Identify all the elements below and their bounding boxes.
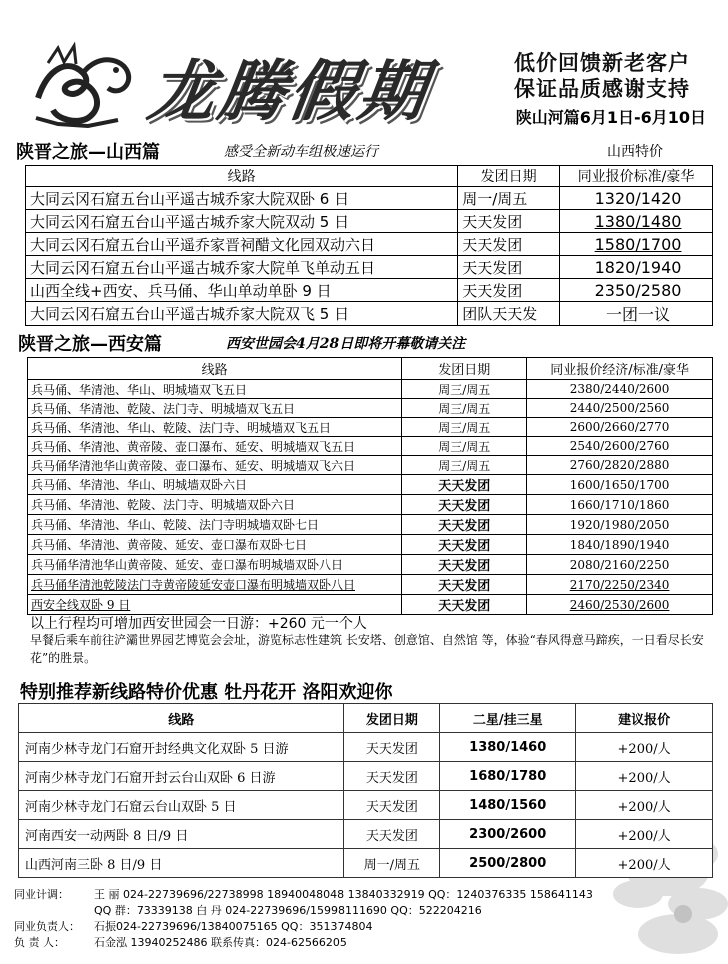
price-cell: 2500/2800 <box>440 849 576 878</box>
section1-title: 陕晋之旅—山西篇 <box>16 142 160 163</box>
suggested-cell: +200/人 <box>576 733 713 762</box>
table-row <box>28 475 713 495</box>
col-route: 线路 <box>19 704 344 733</box>
expo-addon: 以上行程均可增加西安世园会一日游：+260 元一个人 <box>30 616 367 632</box>
header <box>0 0 728 135</box>
slogan-line-2: 保证品质感谢支持 <box>514 77 690 101</box>
slogan-line-1: 低价回馈新老客户 <box>514 51 690 75</box>
date-cell: 天天发团 <box>458 233 560 256</box>
route-cell: 河南少林寺龙门石窟开封云台山双卧 6 日游 <box>19 762 344 791</box>
date-cell: 周一/周五 <box>458 187 560 210</box>
henan-table <box>18 703 713 878</box>
price-cell: 2080/2160/2250 <box>527 555 713 575</box>
contact-text: QQ 群：73339138 白 丹 024-22739696/15998111690 QQ：522204216 <box>94 904 482 917</box>
route-cell: 大同云冈石窟五台山平遥古城乔家大院双飞 5 日 <box>26 302 458 326</box>
route-cell: 兵马俑华清池华山黄帝陵、延安、壶口瀑布明城墙双卧八日 <box>28 555 402 575</box>
date-cell: 天天发团 <box>402 555 527 575</box>
col-route: 线路 <box>28 358 402 380</box>
table-row <box>28 380 713 399</box>
price-cell: 1380/1480 <box>560 210 713 233</box>
route-cell: 大同云冈石窟五台山平遥古城乔家大院单飞单动五日 <box>26 256 458 279</box>
table-row <box>28 515 713 535</box>
route-cell: 河南西安一动两卧 8 日/9 日 <box>19 820 344 849</box>
price-cell: 1480/1560 <box>440 791 576 820</box>
shanxi-table <box>25 165 713 326</box>
table-row <box>19 791 713 820</box>
col-date: 发团日期 <box>344 704 440 733</box>
suggested-cell: +200/人 <box>576 791 713 820</box>
route-cell: 兵马俑、华清池、华山、乾陵、法门寺、明城墙双飞五日 <box>28 418 402 437</box>
route-cell: 兵马俑、华清池、华山、明城墙双飞五日 <box>28 380 402 399</box>
date-cell: 周三/周五 <box>402 437 527 456</box>
table-row <box>19 733 713 762</box>
suggested-cell: +200/人 <box>576 820 713 849</box>
price-cell: 1680/1780 <box>440 762 576 791</box>
price-cell: 1920/1980/2050 <box>527 515 713 535</box>
table-row <box>28 456 713 475</box>
date-cell: 团队天天发 <box>458 302 560 326</box>
date-cell: 天天发团 <box>458 256 560 279</box>
contact-row <box>14 887 593 903</box>
section2-title: 陕晋之旅—西安篇 <box>18 334 162 355</box>
date-cell: 周三/周五 <box>402 418 527 437</box>
route-cell: 兵马俑、华清池、乾陵、法门寺、明城墙双卧六日 <box>28 495 402 515</box>
table-row <box>26 279 713 302</box>
price-cell: 1600/1650/1700 <box>527 475 713 495</box>
table-row <box>28 399 713 418</box>
price-cell: 1820/1940 <box>560 256 713 279</box>
table-row <box>28 555 713 575</box>
price-cell: 2540/2600/2760 <box>527 437 713 456</box>
table-row <box>19 762 713 791</box>
date-cell: 天天发团 <box>402 475 527 495</box>
table-row <box>19 849 713 878</box>
price-cell: 2170/2250/2340 <box>527 575 713 595</box>
date-cell: 天天发团 <box>458 279 560 302</box>
suggested-cell: +200/人 <box>576 849 713 878</box>
table-row <box>28 437 713 456</box>
price-cell: 2760/2820/2880 <box>527 456 713 475</box>
route-cell: 大同云冈石窟五台山平遥乔家晋祠醋文化园双动六日 <box>26 233 458 256</box>
date-cell: 天天发团 <box>402 495 527 515</box>
route-cell: 河南少林寺龙门石窟开封经典文化双卧 5 日游 <box>19 733 344 762</box>
table-row <box>26 187 713 210</box>
contact-label: 同业计调： <box>14 888 69 901</box>
section1-tag: 山西特价 <box>607 144 663 160</box>
price-cell: 1320/1420 <box>560 187 713 210</box>
table-row <box>26 302 713 326</box>
date-cell: 天天发团 <box>344 820 440 849</box>
contact-text: 石金泓 13940252486 联系传真：024-62566205 <box>94 936 347 949</box>
route-cell: 西安全线双卧 9 日 <box>28 595 402 615</box>
price-cell: 2300/2600 <box>440 820 576 849</box>
suggested-cell: +200/人 <box>576 762 713 791</box>
table-row <box>26 210 713 233</box>
date-cell: 天天发团 <box>402 515 527 535</box>
col-suggested-price: 建议报价 <box>576 704 713 733</box>
price-cell: 2350/2580 <box>560 279 713 302</box>
col-price: 同业报价经济/标准/豪华 <box>527 358 713 380</box>
contact-row <box>14 919 593 935</box>
price-cell: 1840/1890/1940 <box>527 535 713 555</box>
col-date: 发团日期 <box>458 166 560 187</box>
route-cell: 兵马俑、华清池、华山、明城墙双卧六日 <box>28 475 402 495</box>
date-cell: 周三/周五 <box>402 399 527 418</box>
table-row <box>28 535 713 555</box>
price-cell: 1660/1710/1860 <box>527 495 713 515</box>
table-row <box>28 495 713 515</box>
section3-title: 特别推荐新线路特价优惠 牡丹花开 洛阳欢迎你 <box>20 682 393 703</box>
date-cell: 周三/周五 <box>402 380 527 399</box>
contact-label: 同业负责人： <box>14 920 80 933</box>
contact-text: 王 丽 024-22739696/22738998 18940048048 13840332919 QQ：1240376335 158641143 <box>94 888 593 901</box>
table-header-row <box>19 704 713 733</box>
route-cell: 兵马俑华清池华山黄帝陵、壶口瀑布、延安、明城墙双飞六日 <box>28 456 402 475</box>
route-cell: 河南少林寺龙门石窟云台山双卧 5 日 <box>19 791 344 820</box>
route-cell: 山西河南三卧 8 日/9 日 <box>19 849 344 878</box>
contact-text: 石振024-22739696/13840075165 QQ：351374804 <box>94 920 373 933</box>
col-hotel-price: 二星/挂三星 <box>440 704 576 733</box>
price-cell: 2440/2500/2560 <box>527 399 713 418</box>
col-price: 同业报价标准/豪华 <box>560 166 713 187</box>
section2-note: 西安世园会4月28日即将开幕敬请关注 <box>226 336 466 352</box>
xian-table <box>27 357 713 615</box>
date-cell: 天天发团 <box>402 535 527 555</box>
price-cell: 一团一议 <box>560 302 713 326</box>
date-cell: 天天发团 <box>344 762 440 791</box>
price-cell: 2600/2660/2770 <box>527 418 713 437</box>
section1-note: 感受全新动车组极速运行 <box>224 144 378 160</box>
brand-title: 龙腾假期 <box>143 52 435 130</box>
date-cell: 天天发团 <box>344 791 440 820</box>
slogan <box>458 50 690 102</box>
price-cell: 1580/1700 <box>560 233 713 256</box>
date-range: 陕山河篇6月1日-6月10日 <box>515 108 706 127</box>
route-cell: 兵马俑、华清池、黄帝陵、延安、壶口瀑布双卧七日 <box>28 535 402 555</box>
table-row <box>28 595 713 615</box>
date-cell: 周一/周五 <box>344 849 440 878</box>
table-row <box>26 256 713 279</box>
route-cell: 大同云冈石窟五台山平遥古城乔家大院双卧 6 日 <box>26 187 458 210</box>
route-cell: 大同云冈石窟五台山平遥古城乔家大院双动 5 日 <box>26 210 458 233</box>
route-cell: 兵马俑、华清池、乾陵、法门寺、明城墙双飞五日 <box>28 399 402 418</box>
dragon-logo-icon <box>28 38 136 128</box>
col-route: 线路 <box>26 166 458 187</box>
contact-label: 负 责 人： <box>14 936 65 949</box>
route-cell: 兵马俑华清池乾陵法门寺黄帝陵延安壶口瀑布明城墙双卧八日 <box>28 575 402 595</box>
price-cell: 1380/1460 <box>440 733 576 762</box>
date-cell: 天天发团 <box>402 575 527 595</box>
price-cell: 2380/2440/2600 <box>527 380 713 399</box>
route-cell: 兵马俑、华清池、华山、乾陵、法门寺明城墙双卧七日 <box>28 515 402 535</box>
route-cell: 兵马俑、华清池、黄帝陵、壶口瀑布、延安、明城墙双飞五日 <box>28 437 402 456</box>
contact-row <box>14 935 593 951</box>
table-row <box>19 820 713 849</box>
contacts <box>14 887 593 951</box>
date-cell: 天天发团 <box>458 210 560 233</box>
contact-row <box>14 903 593 919</box>
table-header-row <box>26 166 713 187</box>
price-cell: 2460/2530/2600 <box>527 595 713 615</box>
table-row <box>28 418 713 437</box>
date-cell: 周三/周五 <box>402 456 527 475</box>
table-header-row <box>28 358 713 380</box>
date-cell: 天天发团 <box>344 733 440 762</box>
col-date: 发团日期 <box>402 358 527 380</box>
expo-description: 早餐后乘车前往浐灞世界园艺博览会会址，游览标志性建筑 长安塔、创意馆、自然馆 等，体验“春风得意马蹄疾，一日看尽长安花”的胜景。 <box>30 633 704 665</box>
route-cell: 山西全线+西安、兵马俑、华山单动单卧 9 日 <box>26 279 458 302</box>
date-cell: 天天发团 <box>402 595 527 615</box>
table-row <box>26 233 713 256</box>
table-row <box>28 575 713 595</box>
